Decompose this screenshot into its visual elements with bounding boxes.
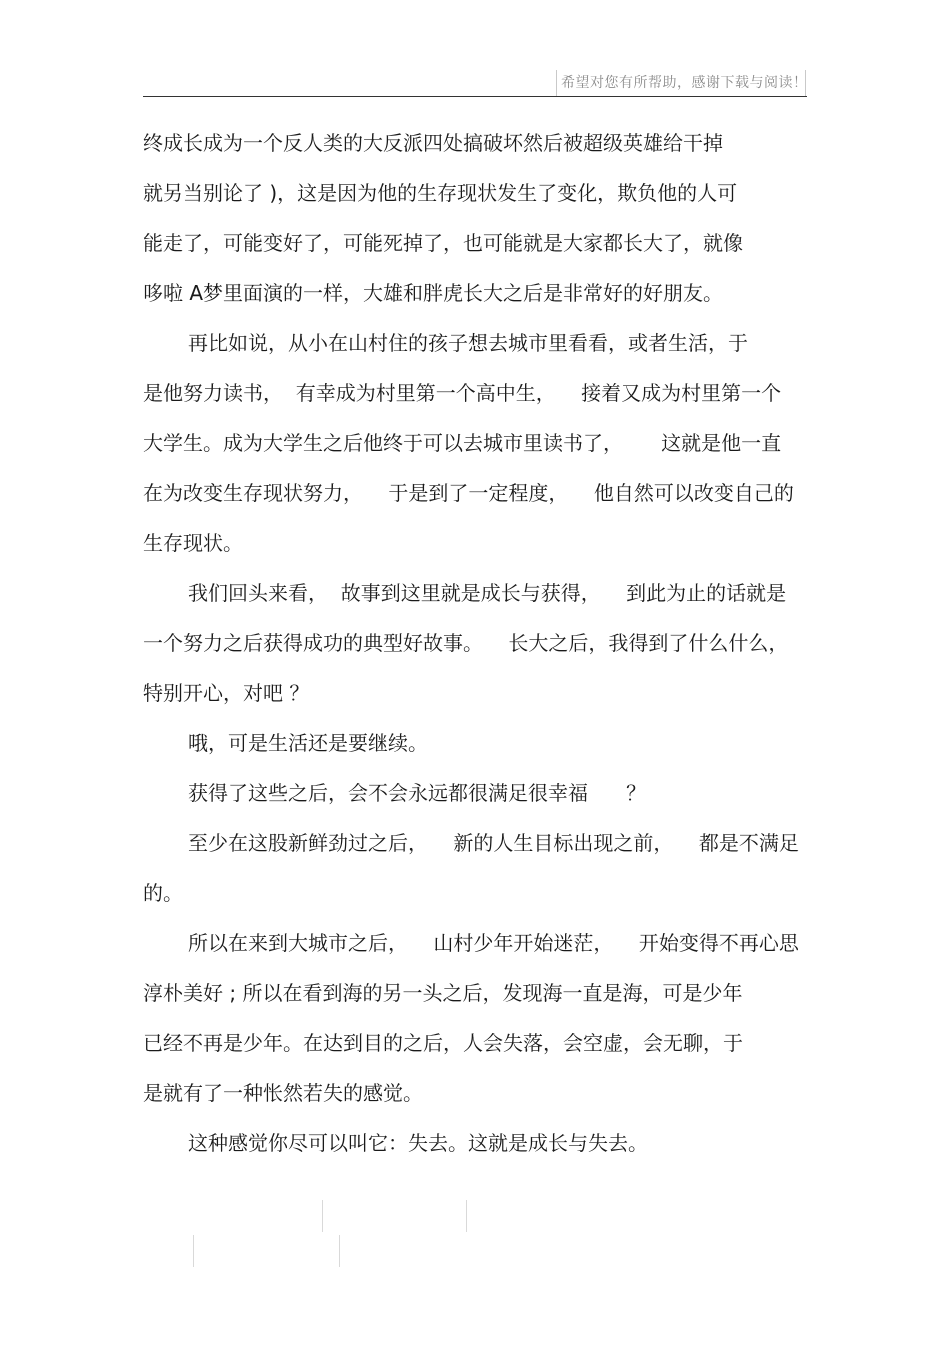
text-line-21: 这种感觉你尽可以叫它：失去。这就是成长与失去。: [188, 1131, 648, 1155]
text-line-1: 终成长成为一个反人类的大反派四处搞破坏然后被超级英雄给干掉: [143, 131, 723, 155]
text-line-8: 在为改变生存现状努力， 于是到了一定程度， 他自然可以改变自己的: [143, 481, 794, 505]
text-line-19: 已经不再是少年。在达到目的之后，人会失落，会空虚，会无聊，于: [143, 1031, 743, 1055]
text-line-13: 哦，可是生活还是要继续。: [188, 731, 428, 755]
text-line-9: 生存现状。: [143, 531, 243, 555]
header-rule: [143, 96, 807, 97]
scan-artifact-line: [322, 1200, 323, 1232]
text-line-18: 淳朴美好 ; 所以在看到海的另一头之后，发现海一直是海，可是少年: [143, 981, 743, 1005]
scan-artifact-line: [193, 1235, 194, 1267]
text-line-15: 至少在这股新鲜劲过之后， 新的人生目标出现之前， 都是不满足: [188, 831, 799, 855]
text-line-12: 特别开心，对吧 ？: [143, 681, 310, 705]
text-line-10: 我们回头来看， 故事到这里就是成长与获得， 到此为止的话就是: [188, 581, 787, 605]
text-line-2: 就另当别论了 )，这是因为他的生存现状发生了变化，欺负他的人可: [143, 181, 738, 205]
header-note: 希望对您有所帮助，感谢下载与阅读！: [556, 70, 806, 96]
document-body: [143, 118, 803, 1168]
text-line-3: 能走了，可能变好了，可能死掉了，也可能就是大家都长大了，就像: [143, 231, 743, 255]
text-line-20: 是就有了一种怅然若失的感觉。: [143, 1081, 423, 1105]
text-line-7: 大学生。成为大学生之后他终于可以去城市里读书了， 这就是他一直: [143, 431, 782, 455]
text-line-16: 的。: [143, 881, 183, 905]
scan-artifact-line: [466, 1200, 467, 1232]
text-line-5: 再比如说，从小在山村住的孩子想去城市里看看，或者生活，于: [188, 331, 748, 355]
scan-artifact-line: [339, 1235, 340, 1267]
text-line-11: 一个努力之后获得成功的典型好故事。 长大之后，我得到了什么什么，: [143, 631, 789, 655]
text-line-17: 所以在来到大城市之后， 山村少年开始迷茫， 开始变得不再心思: [188, 931, 799, 955]
text-line-6: 是他努力读书， 有幸成为村里第一个高中生， 接着又成为村里第一个: [143, 381, 782, 405]
text-line-14: 获得了这些之后，会不会永远都很满足很幸福 ？: [188, 781, 647, 805]
text-line-4: 哆啦 A梦里面演的一样，大雄和胖虎长大之后是非常好的好朋友。: [143, 281, 724, 305]
